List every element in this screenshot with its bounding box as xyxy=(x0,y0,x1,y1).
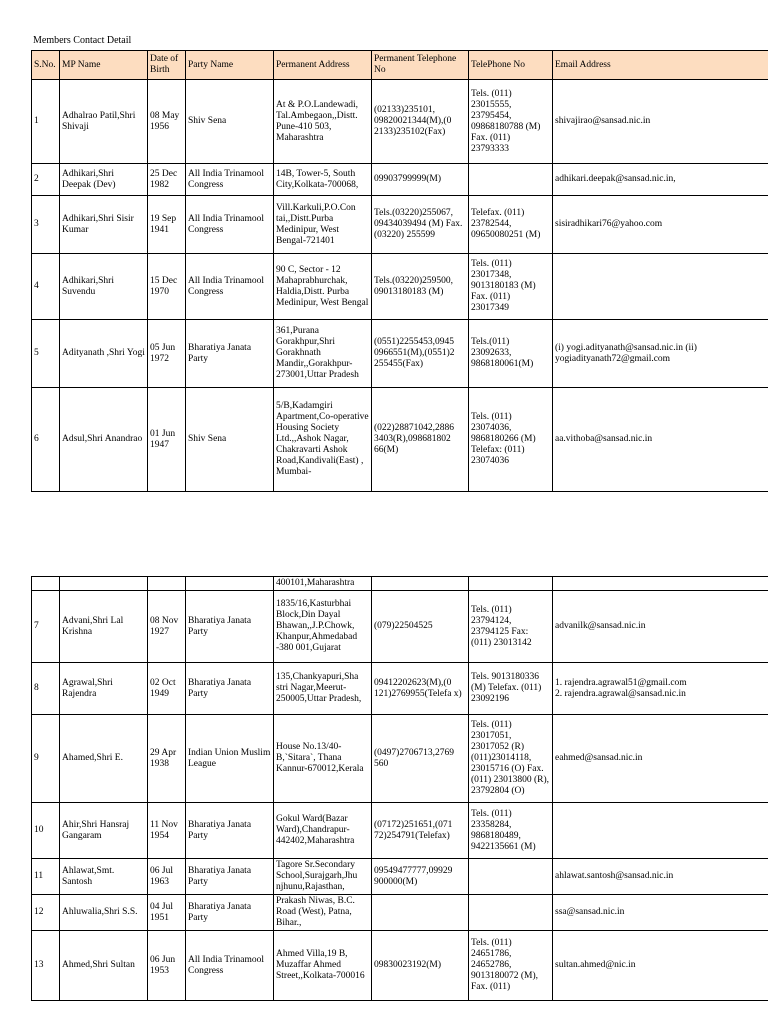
date-of-birth-cell: 06 Jul 1963 xyxy=(148,859,186,895)
table-row xyxy=(32,895,768,931)
mp-name-cell: Advani,Shri Lal Krishna xyxy=(60,591,148,663)
table-row xyxy=(32,196,768,254)
table-row xyxy=(32,663,768,715)
party-name-cell: Bharatiya Janata Party xyxy=(186,803,274,859)
date-of-birth-cell: 06 Jun 1953 xyxy=(148,931,186,1001)
permanent-address-cell: 361,Purana Gorakhpur,Shri Gorakhnath Mandir,,Gorakhpur-273001,Uttar Pradesh xyxy=(274,320,372,388)
table-row xyxy=(32,164,768,196)
mp-name-cell: Ahmed,Shri Sultan xyxy=(60,931,148,1001)
email-address-cell: ahlawat.santosh@sansad.nic.in xyxy=(553,859,768,895)
mp-name-cell: Ahir,Shri Hansraj Gangaram xyxy=(60,803,148,859)
telephone-cell: Tels. (011) 23017348, 9013180183 (M) Fax. (011) 23017349 xyxy=(469,254,553,320)
telephone-cell: Tels. (011) 23017051, 23017052 (R) (011)23014118, 23015716 (O) Fax. (011) 23013800 (R), 23792804 (O) xyxy=(469,715,553,803)
date-of-birth-cell: 11 Nov 1954 xyxy=(148,803,186,859)
permanent-address-cell: House No.13/40-B,`Sitara`, Thana Kannur-670012,Kerala xyxy=(274,715,372,803)
serial-number-cell: 13 xyxy=(32,931,60,1001)
party-name-cell: Indian Union Muslim League xyxy=(186,715,274,803)
permanent-telephone-cell: Tels.(03220)255067, 09434039494 (M) Fax. (03220) 255599 xyxy=(372,196,469,254)
serial-number-cell: 5 xyxy=(32,320,60,388)
serial-number-cell: 12 xyxy=(32,895,60,931)
address-continuation: 400101,Maharashtra xyxy=(274,577,372,591)
mp-name-cell: Ahluwalia,Shri S.S. xyxy=(60,895,148,931)
permanent-address-cell: Prakash Niwas, B.C. Road (West), Patna, Bihar., xyxy=(274,895,372,931)
permanent-address-cell: Gokul Ward(Bazar Ward),Chandrapur-442402,Maharashtra xyxy=(274,803,372,859)
table-row xyxy=(32,254,768,320)
permanent-address-cell: 1835/16,Kasturbhai Block,Din Dayal Bhawan,,J.P.Chowk, Khanpur,Ahmedabad -380 001,Gujarat xyxy=(274,591,372,663)
permanent-telephone-cell: Tels.(03220)259500, 09013180183 (M) xyxy=(372,254,469,320)
header-sno: S.No. xyxy=(32,51,60,80)
telephone-cell: Telefax. (011) 23782544, 09650080251 (M) xyxy=(469,196,553,254)
date-of-birth-cell: 08 Nov 1927 xyxy=(148,591,186,663)
telephone-cell xyxy=(469,859,553,895)
mp-name-cell: Adityanath ,Shri Yogi xyxy=(60,320,148,388)
email-address-cell: sultan.ahmed@nic.in xyxy=(553,931,768,1001)
telephone-cell xyxy=(469,895,553,931)
header-mp-name: MP Name xyxy=(60,51,148,80)
permanent-telephone-cell: (0551)2255453,0945 0966551(M),(0551)2 255455(Fax) xyxy=(372,320,469,388)
header-dob: Date of Birth xyxy=(148,51,186,80)
header-phone: TelePhone No xyxy=(469,51,553,80)
date-of-birth-cell: 01 Jun 1947 xyxy=(148,388,186,492)
serial-number-cell: 1 xyxy=(32,80,60,164)
email-address-cell: adhikari.deepak@sansad.nic.in, xyxy=(553,164,768,196)
table-row xyxy=(32,388,768,492)
party-name-cell: Bharatiya Janata Party xyxy=(186,320,274,388)
permanent-address-cell: 14B, Tower-5, South City,Kolkata-700068, xyxy=(274,164,372,196)
party-name-cell: Shiv Sena xyxy=(186,80,274,164)
telephone-cell: Tels.(011) 23092633, 9868180061(M) xyxy=(469,320,553,388)
serial-number-cell: 3 xyxy=(32,196,60,254)
mp-name-cell: Adhikari,Shri Sisir Kumar xyxy=(60,196,148,254)
party-name-cell: Shiv Sena xyxy=(186,388,274,492)
permanent-address-cell: Ahmed Villa,19 B, Muzaffar Ahmed Street,,Kolkata-700016 xyxy=(274,931,372,1001)
table-row xyxy=(32,591,768,663)
members-table-page-1 xyxy=(31,50,768,492)
header-perm-phone: Permanent Telephone No xyxy=(372,51,469,80)
serial-number-cell: 4 xyxy=(32,254,60,320)
date-of-birth-cell: 15 Dec 1970 xyxy=(148,254,186,320)
mp-name-cell: Adhikari,Shri Deepak (Dev) xyxy=(60,164,148,196)
permanent-telephone-cell: 09903799999(M) xyxy=(372,164,469,196)
permanent-address-cell: At & P.O.Landewadi, Tal.Ambegaon,,Distt. Pune-410 503, Maharashtra xyxy=(274,80,372,164)
permanent-telephone-cell xyxy=(372,895,469,931)
telephone-cell: Tels. (011) 23074036, 9868180266 (M) Telefax: (011) 23074036 xyxy=(469,388,553,492)
header-address: Permanent Address xyxy=(274,51,372,80)
email-address-cell xyxy=(553,803,768,859)
date-of-birth-cell: 19 Sep 1941 xyxy=(148,196,186,254)
telephone-cell: Tels. (011) 23358284, 9868180489, 9422135661 (M) xyxy=(469,803,553,859)
header-email: Email Address xyxy=(553,51,768,80)
mp-name-cell: Ahlawat,Smt. Santosh xyxy=(60,859,148,895)
continuation-row xyxy=(32,577,768,591)
table-row xyxy=(32,859,768,895)
mp-name-cell: Adhikari,Shri Suvendu xyxy=(60,254,148,320)
party-name-cell: All India Trinamool Congress xyxy=(186,196,274,254)
permanent-telephone-cell: 09412202623(M),(0 121)2769955(Telefa x) xyxy=(372,663,469,715)
email-address-cell: sisiradhikari76@yahoo.com xyxy=(553,196,768,254)
serial-number-cell: 2 xyxy=(32,164,60,196)
permanent-address-cell: 90 C, Sector - 12 Mahaprabhurchak, Haldia,Distt. Purba Medinipur, West Bengal xyxy=(274,254,372,320)
mp-name-cell: Ahamed,Shri E. xyxy=(60,715,148,803)
party-name-cell: All India Trinamool Congress xyxy=(186,254,274,320)
email-address-cell: aa.vithoba@sansad.nic.in xyxy=(553,388,768,492)
email-address-cell: eahmed@sansad.nic.in xyxy=(553,715,768,803)
permanent-telephone-cell: 09830023192(M) xyxy=(372,931,469,1001)
permanent-telephone-cell: (0497)2706713,2769 560 xyxy=(372,715,469,803)
table-row xyxy=(32,803,768,859)
serial-number-cell: 9 xyxy=(32,715,60,803)
date-of-birth-cell: 29 Apr 1938 xyxy=(148,715,186,803)
telephone-cell: Tels. (011) 23794124, 23794125 Fax: (011) 23013142 xyxy=(469,591,553,663)
mp-name-cell: Agrawal,Shri Rajendra xyxy=(60,663,148,715)
date-of-birth-cell: 25 Dec 1982 xyxy=(148,164,186,196)
table-row xyxy=(32,715,768,803)
permanent-telephone-cell: (07172)251651,(071 72)254791(Telefax) xyxy=(372,803,469,859)
serial-number-cell: 8 xyxy=(32,663,60,715)
table-row xyxy=(32,80,768,164)
permanent-address-cell: Vill.Karkuli,P.O.Con tai,,Distt.Purba Medinipur, West Bengal-721401 xyxy=(274,196,372,254)
header-party: Party Name xyxy=(186,51,274,80)
table-row xyxy=(32,931,768,1001)
date-of-birth-cell: 02 Oct 1949 xyxy=(148,663,186,715)
email-address-cell: shivajirao@sansad.nic.in xyxy=(553,80,768,164)
table-row xyxy=(32,320,768,388)
date-of-birth-cell: 05 Jun 1972 xyxy=(148,320,186,388)
serial-number-cell: 11 xyxy=(32,859,60,895)
telephone-cell: Tels. (011) 24651786, 24652786, 9013180072 (M), Fax. (011) xyxy=(469,931,553,1001)
serial-number-cell: 10 xyxy=(32,803,60,859)
date-of-birth-cell: 08 May 1956 xyxy=(148,80,186,164)
date-of-birth-cell: 04 Jul 1951 xyxy=(148,895,186,931)
mp-name-cell: Adsul,Shri Anandrao xyxy=(60,388,148,492)
party-name-cell: Bharatiya Janata Party xyxy=(186,895,274,931)
permanent-telephone-cell: (02133)235101, 09820021344(M),(0 2133)235102(Fax) xyxy=(372,80,469,164)
party-name-cell: All India Trinamool Congress xyxy=(186,164,274,196)
permanent-address-cell: Tagore Sr.Secondary School,Surajgarh,Jhu njhunu,Rajasthan, xyxy=(274,859,372,895)
header-row xyxy=(32,51,768,80)
telephone-cell: Tels. (011) 23015555, 23795454, 09868180788 (M) Fax. (011) 23793333 xyxy=(469,80,553,164)
email-address-cell: ssa@sansad.nic.in xyxy=(553,895,768,931)
party-name-cell: All India Trinamool Congress xyxy=(186,931,274,1001)
permanent-telephone-cell: 09549477777,09929 900000(M) xyxy=(372,859,469,895)
email-address-cell: advanilk@sansad.nic.in xyxy=(553,591,768,663)
permanent-telephone-cell: (079)22504525 xyxy=(372,591,469,663)
telephone-cell xyxy=(469,164,553,196)
telephone-cell: Tels. 9013180336 (M) Telefax. (011) 23092196 xyxy=(469,663,553,715)
party-name-cell: Bharatiya Janata Party xyxy=(186,859,274,895)
serial-number-cell: 7 xyxy=(32,591,60,663)
email-address-cell xyxy=(553,254,768,320)
members-table-page-2 xyxy=(31,576,768,1001)
page-title: Members Contact Detail xyxy=(33,35,132,46)
email-address-cell: 1. rajendra.agrawal51@gmail.com 2. rajendra.agrawal@sansad.nic.in xyxy=(553,663,768,715)
party-name-cell: Bharatiya Janata Party xyxy=(186,663,274,715)
permanent-address-cell: 5/B,Kadamgiri Apartment,Co-operative Housing Society Ltd.,,Ashok Nagar, Chakravarti Ashok Road,Kandivali(East) , Mumbai- xyxy=(274,388,372,492)
permanent-telephone-cell: (022)28871042,2886 3403(R),098681802 66(M) xyxy=(372,388,469,492)
party-name-cell: Bharatiya Janata Party xyxy=(186,591,274,663)
email-address-cell: (i) yogi.adityanath@sansad.nic.in (ii) yogiadityanath72@gmail.com xyxy=(553,320,768,388)
permanent-address-cell: 135,Chankyapuri,Sha stri Nagar,Meerut-250005,Uttar Pradesh, xyxy=(274,663,372,715)
serial-number-cell: 6 xyxy=(32,388,60,492)
mp-name-cell: Adhalrao Patil,Shri Shivaji xyxy=(60,80,148,164)
